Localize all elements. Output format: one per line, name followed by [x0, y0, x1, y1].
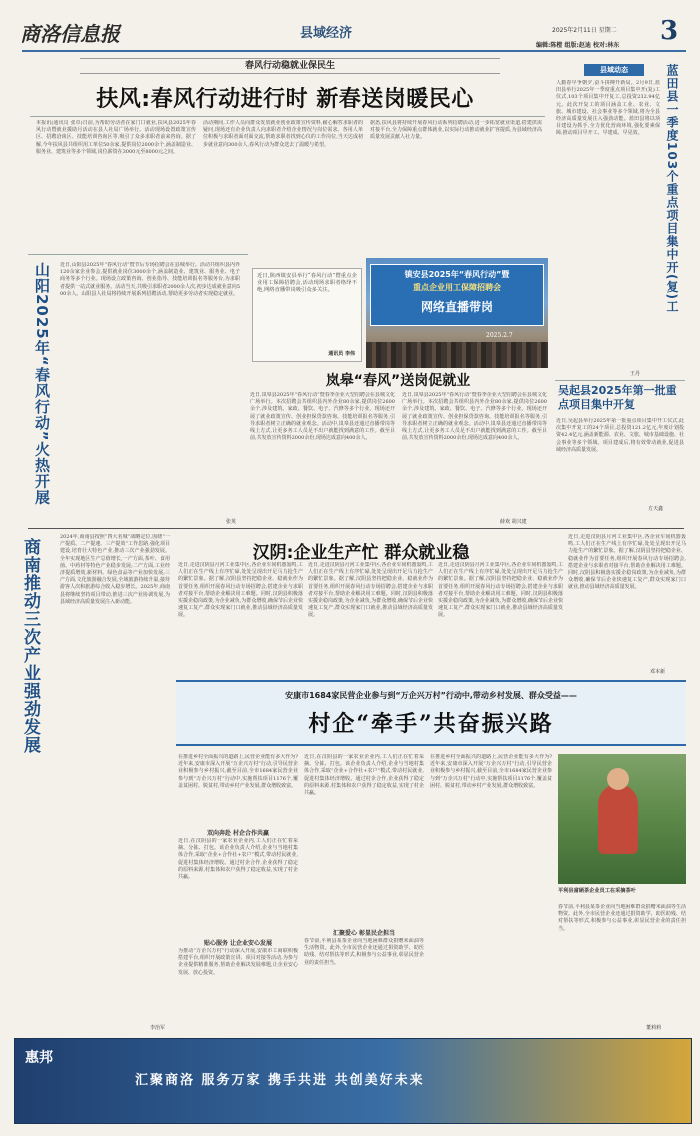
ankang-body-col2b: 春节前,平利县某茶企业向当地困难群众捐赠米面油等生活物资。此外,全市民营企业还通过捐资助学、助医助残、结对帮扶等形式,积极参与公益事业,彰显民营企业的责任担当。	[304, 938, 424, 966]
wuqi-title: 吴起县2025年第一批重点项目集中开复	[558, 384, 677, 411]
ankang-banner	[176, 680, 686, 746]
photo-person-head	[607, 768, 629, 790]
shangnan-author: 李治军	[150, 1025, 166, 1031]
page-number: 3	[660, 16, 679, 46]
photo-caption: 近日,陕西镇安县举行“春风行动”暨重点企业用工保障招聘会,活动现场求职者络绎不绝,网络直播带岗吸引众多关注。	[257, 273, 357, 294]
photo-banner-line1: 镇安县2025年“春风行动”暨	[404, 270, 510, 279]
ankang-sub2: 贴心服务 让企业安心发展	[203, 940, 273, 947]
shangnan-body: 2024年,商南县按照“四大名城”战略定位,围绕“一产提质、二产提速、三产提效”工作思路,强化项目建设,培育壮大特色产业,推动三次产业强劲发展。全年实现地区生产总值增长,一产方面,茶叶、食用菌、中药材等特色产业稳步发展;二产方面,工业经济提质增效,新材料、绿色食品等产业加快发展;三产方面,文化旅游融合发展,全域旅游持续升温,接待游客人次和旅游综合收入稳步增长。2025年,商南县将继续坚持项目带动,推进三次产业协调发展,为县域经济高质量发展注入新动能。	[60, 534, 170, 605]
shangnan-title: 商南推动三次产业强劲发展	[20, 538, 40, 754]
photo-crowd	[366, 342, 548, 368]
ankang-body-col1: 在推进乡村全面振兴的道路上,民营企业能有多大作为?近年来,安康市深入开展“万企兴万村”行动,引导民营企业积极参与乡村振兴,截至目前,全市1684家民营企业参与到“万企兴万村”行动中,实施帮扶项目1176个,覆盖贫困村、脱贫村,带动乡村产业发展,群众增收致富。	[178, 754, 298, 789]
hanyin-author: 邓本新	[650, 669, 666, 675]
ankang-body-col4: 春节前,平利县某茶企业向当地困难群众捐赠米面油等生活物资。此外,全市民营企业还通过捐资助学、助医助残、结对帮扶等形式,积极参与公益事业,彰显民营企业的责任担当。	[558, 904, 686, 932]
langao-author: 薛欢 胡兴建	[500, 519, 527, 525]
hanyin-title: 汉阴:企业生产忙 群众就业稳	[252, 543, 470, 563]
tea-photo-caption: 平利县富硒茶企业员工在采摘茶叶	[558, 888, 636, 894]
photo-banner-line2: 重点企业用工保障招聘会	[413, 283, 501, 292]
ankang-body-col3: 在推进乡村全面振兴的道路上,民营企业能有多大作为?近年来,安康市深入开展“万企兴万村”行动,引导民营企业积极参与乡村振兴,截至目前,全市1684家民营企业参与到“万企兴万村”行动中,实施帮扶项目1176个,覆盖贫困村、脱贫村,带动乡村产业发展,群众增收致富。	[430, 754, 552, 789]
ankang-kicker: 安康市1684家民营企业参与到“万企兴万村”行动中,带动乡村发展、群众受益——	[285, 691, 577, 700]
hanyin-body-col1: 近日,走进汉阴县月河工业集中区,各企业车间机器轰鸣,工人们正在生产线上有序忙碌,处处呈现出开足马力抢生产的繁忙景象。据了解,汉阴县坚持把稳企业、稳就业作为首要任务,组织开展春风行动专场招聘会,搭建企业与求职者对接平台,帮助企业解决用工难题。同时,汉阴县积极落实援企稳岗政策,为企业减负,为群众增收,确保节后企业快速复工复产,群众实现家门口就业,推动县域经济高质量发展。	[178, 562, 303, 619]
section-divider	[28, 528, 684, 529]
editor-credits: 编辑:陈橙 组版:赵迪 校对:林东	[536, 42, 620, 49]
fuping-body-col1: 本报讯(通讯员 张卓)日前,为帮助劳动者在家门口就业,扶风县2025年春风行动暨就业援助月活动在县人社局广场举行。活动现场设置政策宣传区、招聘洽谈区、技能培训咨询区等,吸引了众多求职者前来咨询。据了解,今年扶风县共组织用工单位50余家,提供岗位2000余个,涵盖制造业、服务业、建筑业等多个领域,岗位薪资在3000元至8000元之间。	[36, 120, 196, 155]
fuping-kicker: 春风行动稳就业保民生	[80, 58, 500, 74]
lantian-tag: 县域动态	[584, 64, 644, 76]
issue-date: 2025年2月11日 星期二	[552, 27, 617, 34]
fuping-title: 扶风:春风行动进行时 新春送岗暖民心	[96, 87, 474, 112]
hanyin-body-col4: 近日,走进汉阴县月河工业集中区,各企业车间机器轰鸣,工人们正在生产线上有序忙碌,处处呈现出开足马力抢生产的繁忙景象。据了解,汉阴县坚持把稳企业、稳就业作为首要任务,组织开展春风行动专场招聘会,搭建企业与求职者对接平台,帮助企业解决用工难题。同时,汉阴县积极落实援企稳岗政策,为企业减负,为群众增收,确保节后企业快速复工复产,群众实现家门口就业,推动县域经济高质量发展。	[568, 534, 686, 591]
section-title: 县域经济	[300, 26, 353, 41]
langao-body-col2: 近日,岚皋县2025年“春风行动”暨春季企业大型招聘会在县城文化广场举行。本次招聘会共组织县内外企业80余家,提供岗位2600余个,涉及建筑、家政、餐饮、电子、汽修等多个行业。现场还开展了就业政策宣传、创业担保贷款咨询、技能培训报名等服务,引导求职者树立正确的就业观念。活动中,岚皋县还通过直播带岗等线上方式,让更多务工人员足不出户就能找到满意的工作。截至目前,共发放宣传资料2000余份,现场达成意向400余人。	[402, 392, 547, 442]
ad-text: 汇聚商洛 服务万家 携手共进 共创美好未来	[135, 1073, 425, 1088]
ad-strip	[14, 1038, 692, 1124]
photo-banner-line3: 网络直播带岗	[420, 300, 493, 314]
ankang-sub1: 双向奔赴 村企合作共赢	[206, 830, 270, 837]
ankang-body-col2: 近日,在汉阴县的一家农业企业内,工人们正在忙着采摘、分拣、打包。该企业负责人介绍,企业与当地村集体合作,采取“企业+合作社+农户”模式,带动村民就业,促进村集体经济增收。通过村企合作,企业获得了稳定的原料来源,村集体和农户获得了稳定收益,实现了村企共赢。	[304, 754, 424, 797]
langao-body-col1: 近日,岚皋县2025年“春风行动”暨春季企业大型招聘会在县城文化广场举行。本次招聘会共组织县内外企业80余家,提供岗位2600余个,涉及建筑、家政、餐饮、电子、汽修等多个行业。现场还开展了就业政策宣传、创业担保贷款咨询、技能培训报名等服务,引导求职者树立正确的就业观念。活动中,岚皋县还通过直播带岗等线上方式,让更多务工人员足不出户就能找到满意的工作。截至目前,共发放宣传资料2000余份,现场达成意向400余人。	[250, 392, 395, 442]
fuping-body-col3: 据悉,扶风县将持续开展春风行动系列招聘活动,进一步拓宽就业渠道,搭建供需对接平台,全力保障重点群体就业,以实际行动推动就业扩容提质,为县域经济高质量发展贡献人社力量。	[370, 120, 542, 141]
lantian-title: 蓝田县一季度103个重点项目集中开(复)工	[665, 64, 679, 314]
shanyang-body: 近日,山阳县2025年“春风行动”暨节后专场招聘会在县城举行。活动共组织县内外120余家企业参会,提供就业岗位3000余个,涵盖制造业、建筑业、服务业、电子商务等多个行业。现场设立政策咨询、创业指导、技能培训报名等服务台,为求职者提供一站式就业服务。活动当天,共吸引求职者2000余人次,初步达成就业意向500余人。山阳县人社局将持续开展系列招聘活动,帮助更多劳动者实现稳定就业。	[60, 262, 240, 297]
hanyin-body-col2: 近日,走进汉阴县月河工业集中区,各企业车间机器轰鸣,工人们正在生产线上有序忙碌,处处呈现出开足马力抢生产的繁忙景象。据了解,汉阴县坚持把稳企业、稳就业作为首要任务,组织开展春风行动专场招聘会,搭建企业与求职者对接平台,帮助企业解决用工难题。同时,汉阴县积极落实援企稳岗政策,为企业减负,为群众增收,确保节后企业快速复工复产,群众实现家门口就业,推动县域经济高质量发展。	[308, 562, 433, 619]
fuping-rule	[30, 116, 545, 117]
ankang-author: 董莉莉	[646, 1025, 662, 1031]
shanyang-rule	[28, 254, 248, 255]
lantian-body: 人勤春早争朝夕,奋斗拼搏开新局。2月9日,蓝田县举行2025年一季度重点项目集中开(复)工仪式,103个项目集中开复工,总投资232.94亿元。此次开复工的项目涵盖工业、农业、文旅、城市建设、社会事业等多个领域,将为全县经济高质量发展注入强劲动能。蓝田县将以项目建设为抓手,全力优化营商环境,强化要素保障,推动项目早开工、早建成、早见效。	[556, 80, 660, 137]
photo-person	[598, 784, 638, 854]
job-fair-photo	[366, 258, 548, 368]
ankang-body-col1b: 近日,在汉阴县的一家农业企业内,工人们正在忙着采摘、分拣、打包。该企业负责人介绍,企业与当地村集体合作,采取“企业+合作社+农户”模式,带动村民就业,促进村集体经济增收。通过村企合作,企业获得了稳定的原料来源,村集体和农户获得了稳定收益,实现了村企共赢。	[178, 838, 298, 881]
photo-banner	[370, 264, 544, 326]
ad-brand: 惠邦	[25, 1050, 53, 1066]
hanyin-body-col3: 近日,走进汉阴县月河工业集中区,各企业车间机器轰鸣,工人们正在生产线上有序忙碌,处处呈现出开足马力抢生产的繁忙景象。据了解,汉阴县坚持把稳企业、稳就业作为首要任务,组织开展春风行动专场招聘会,搭建企业与求职者对接平台,帮助企业解决用工难题。同时,汉阴县积极落实援企稳岗政策,为企业减负,为群众增收,确保节后企业快速复工复产,群众实现家门口就业,推动县域经济高质量发展。	[438, 562, 563, 619]
lantian-rule	[555, 380, 685, 381]
langao-title: 岚皋“春风”送岗促就业	[325, 373, 471, 389]
fuping-body-col2: 活动期间,工作人员向群众发放就业创业政策宣传资料,耐心解答求职者的疑问,现场还有企业负责人向求职者介绍企业情况与岗位需求。各用人单位积极与求职者面对面交流,帮助求职者找到心仪的工作岗位,当天达成初步就业意向300余人,春风行动为群众送去了温暖与希望。	[203, 120, 363, 148]
photo-caption-box	[252, 268, 362, 362]
shanyang-title: 山阳2025年“春风行动”火热开展	[33, 262, 51, 506]
photo-date: 2025.2.7	[486, 332, 513, 339]
photo-credit: 通讯员 李伟	[328, 351, 355, 357]
wuqi-author: 方天鑫	[648, 506, 664, 512]
ankang-body-col1c: 为推动“万企兴万村”行动深入开展,安康市工商联积极搭建平台,组织开展政策宣讲、项目对接等活动,为参与企业提供精准服务,帮助企业解决发展难题,让企业安心发展、放心投资。	[178, 948, 298, 976]
lantian-author: 王丹	[630, 371, 641, 377]
shanyang-author: 张英	[226, 519, 237, 525]
ankang-title: 村企“牵手”共奋振兴路	[308, 711, 554, 737]
tea-picking-photo	[558, 754, 686, 884]
masthead-logo: 商洛信息报	[20, 22, 120, 46]
wuqi-body: 近日,吴起县举行2025年第一批重点项目集中开工仪式,此次集中开复工的24个项目,总投资121.2亿元,年度计划投资42.4亿元,涵盖新能源、农业、文旅、城市基础设施、社会事业等多个领域。项目建成后,将有效带动就业,促进县域经济高质量发展。	[556, 418, 684, 453]
masthead-rule	[22, 50, 686, 52]
ankang-sub3: 汇聚爱心 彰显民企担当	[332, 930, 396, 937]
